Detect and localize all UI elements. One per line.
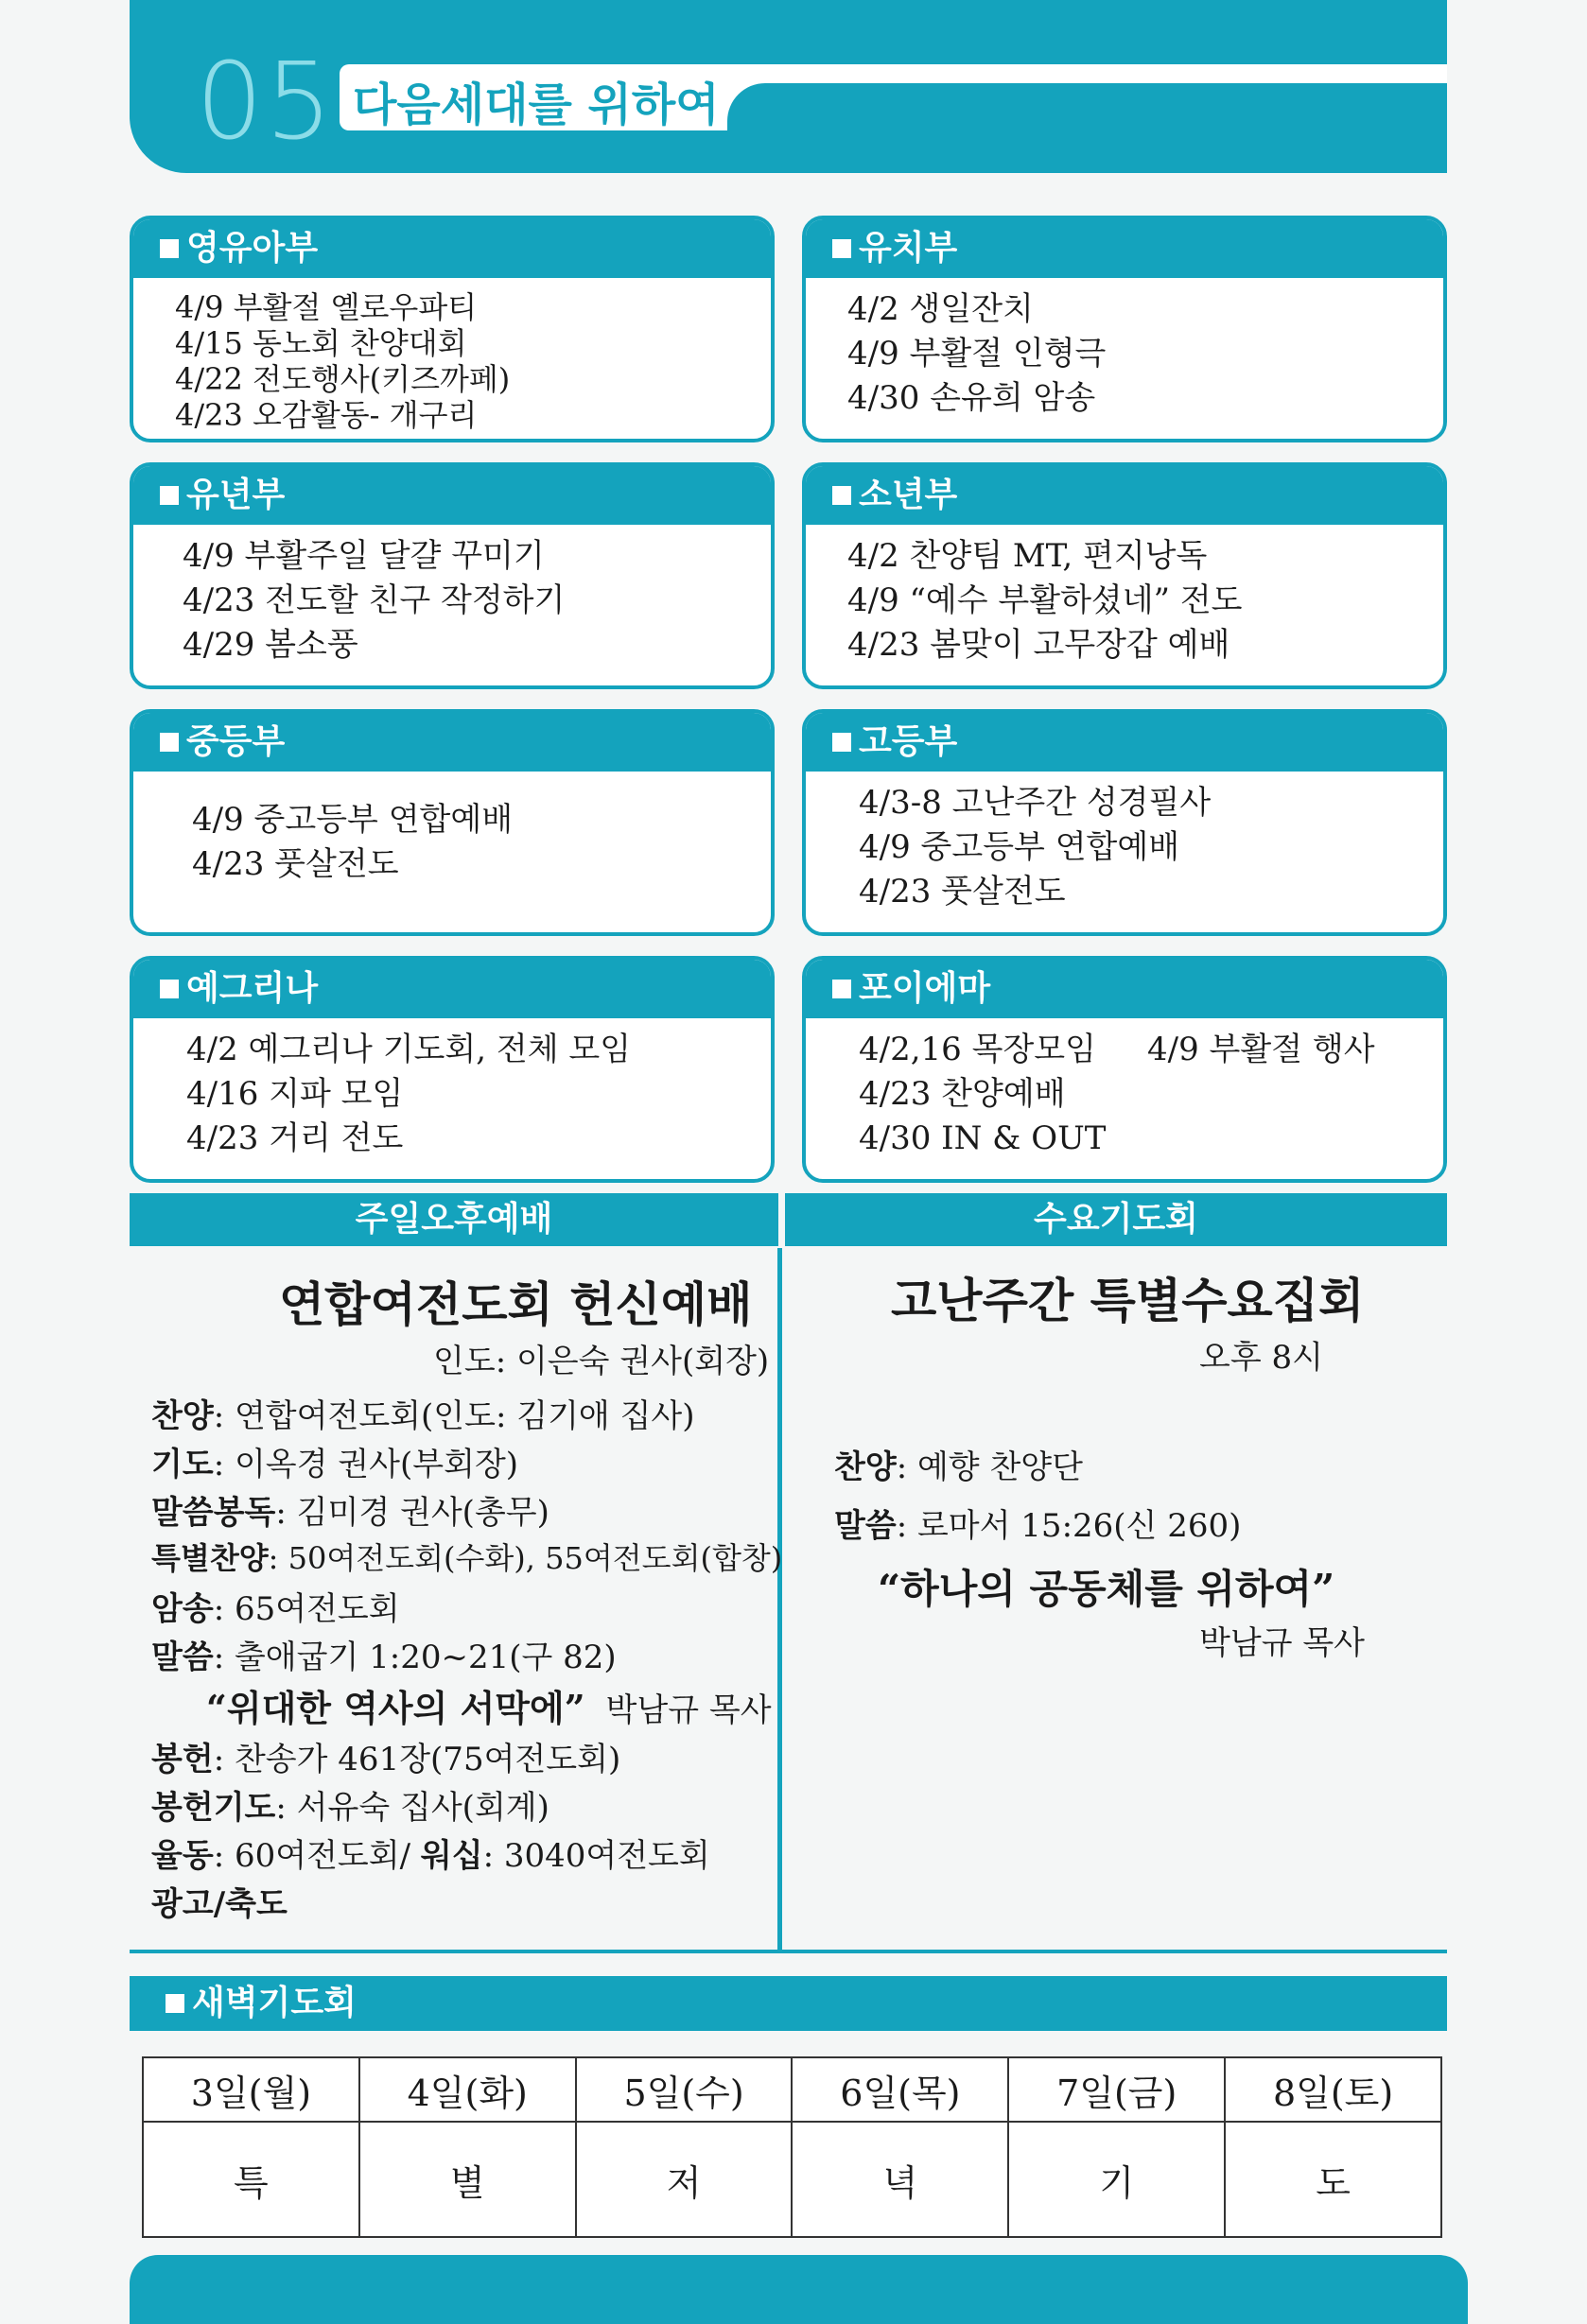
table-header-cell: 5일(수) (576, 2057, 793, 2122)
list-item: 4/30 손유희 암송 (847, 379, 1096, 417)
square-bullet-icon (160, 733, 179, 752)
dept-card-header: 소년부 (806, 466, 1443, 525)
section-title: 다음세대를 위하여 (353, 78, 720, 131)
square-bullet-icon (832, 733, 851, 752)
list-item: 4/9 부활주일 달걀 꾸미기 (183, 537, 545, 575)
table-header-cell: 4일(화) (359, 2057, 576, 2122)
dept-card-kindergarten (802, 216, 1447, 442)
sermon-line (206, 1679, 772, 1731)
list-item: 4/23 봄맞이 고무장갑 예배 (847, 626, 1230, 664)
list-item: 4/9 중고등부 연합예배 (192, 801, 514, 839)
sermon-preacher: 박남규 목사 (1199, 1624, 1366, 1662)
table-cell: 기 (1008, 2122, 1225, 2237)
dept-card-middle-school (130, 709, 775, 936)
page-header (130, 0, 1447, 173)
list-item: 4/2 찬양팀 MT, 편지낭독 (847, 537, 1208, 575)
list-item: 4/23 풋살전도 (859, 873, 1066, 911)
sunday-service-bar: 주일오후예배 (130, 1193, 778, 1246)
sermon-title: “하나의 공동체를 위하여” (878, 1566, 1335, 1612)
square-bullet-icon (160, 486, 179, 505)
dept-card-elementary-low (130, 462, 775, 689)
list-item: 4/23 거리 전도 (186, 1119, 404, 1157)
wednesday-service-title: 고난주간 특별수요집회 (891, 1273, 1365, 1328)
list-item: 4/3-8 고난주간 성경필사 (859, 784, 1212, 822)
list-item: 4/9 부활절 인형극 (847, 335, 1107, 373)
list-item: 4/16 지파 모임 (186, 1075, 404, 1113)
program-line: 봉헌: 찬송가 461장(75여전도회) (151, 1741, 621, 1778)
dept-card-header: 유년부 (133, 466, 771, 525)
list-item: 4/30 IN & OUT (859, 1119, 1107, 1157)
section-title-box (340, 64, 1447, 130)
sunday-leader: 인도: 이은숙 권사(회장) (433, 1343, 770, 1380)
program-line: 광고/축도 (151, 1885, 288, 1923)
program-line: 기도: 이옥경 권사(부회장) (151, 1446, 519, 1483)
square-bullet-icon (832, 980, 851, 998)
table-header-cell: 8일(토) (1225, 2057, 1441, 2122)
header-decoration (727, 83, 1447, 130)
column-divider (777, 1248, 782, 1952)
list-item: 4/29 봄소풍 (183, 626, 358, 664)
program-line: 찬양: 연합여전도회(인도: 김기애 집사) (151, 1397, 695, 1435)
dawn-prayer-bar: 새벽기도회 (130, 1976, 1447, 2031)
dept-card-elementary-high (802, 462, 1447, 689)
table-header-cell: 3일(월) (143, 2057, 359, 2122)
table-cell: 녁 (792, 2122, 1008, 2237)
table-cell: 도 (1225, 2122, 1441, 2237)
list-item: 4/15 동노회 찬양대회 (175, 325, 467, 361)
square-bullet-icon (160, 980, 179, 998)
wednesday-service-bar: 수요기도회 (785, 1193, 1447, 1246)
sunday-service-title: 연합여전도회 헌신예배 (279, 1276, 753, 1332)
program-line: 암송: 65여전도회 (151, 1590, 400, 1628)
program-line: 특별찬양: 50여전도회(수화), 55여전도회(합창) (151, 1540, 783, 1576)
list-item: 4/9 “예수 부활하셨네” 전도 (847, 581, 1243, 619)
program-line: 말씀봉독: 김미경 권사(총무) (151, 1494, 549, 1532)
section-number: 05 (196, 41, 335, 164)
list-item: 4/23 전도할 친구 작정하기 (183, 581, 566, 619)
wednesday-time: 오후 8시 (1199, 1339, 1323, 1377)
table-header-cell: 6일(목) (792, 2057, 1008, 2122)
list-item: 4/23 오감활동- 개구리 (175, 397, 478, 433)
square-bullet-icon (832, 239, 851, 258)
list-item: 4/2 예그리나 기도회, 전체 모임 (186, 1031, 632, 1068)
dept-card-young-adults (130, 956, 775, 1183)
list-item: 4/2 생일잔치 (847, 290, 1034, 328)
table-cell: 저 (576, 2122, 793, 2237)
sermon-title: “위대한 역사의 서막에” (206, 1687, 585, 1729)
program-line: 찬양: 예향 찬양단 (834, 1448, 1083, 1486)
dept-card-poiema (802, 956, 1447, 1183)
dept-card-header: 유치부 (806, 219, 1443, 278)
list-item: 4/9 부활절 옐로우파티 (175, 289, 478, 325)
dept-card-header: 중등부 (133, 713, 771, 772)
page-footer-bar (130, 2255, 1468, 2324)
list-item: 4/22 전도행사(키즈까페) (175, 361, 511, 397)
list-item: 4/9 중고등부 연합예배 (859, 828, 1180, 866)
list-item: 4/2,16 목장모임 4/9 부활절 행사 (859, 1031, 1375, 1068)
square-bullet-icon (160, 239, 179, 258)
dept-card-high-school (802, 709, 1447, 936)
dept-card-header: 고등부 (806, 713, 1443, 772)
dept-card-header: 포이에마 (806, 960, 1443, 1018)
dept-card-header: 예그리나 (133, 960, 771, 1018)
program-line: 말씀: 출애굽기 1:20~21(구 82) (151, 1639, 617, 1676)
table-cell: 특 (143, 2122, 359, 2237)
program-line: 봉헌기도: 서유숙 집사(회계) (151, 1789, 549, 1827)
dawn-prayer-table (142, 2056, 1442, 2238)
dept-card-infant (130, 216, 775, 442)
table-header-cell: 7일(금) (1008, 2057, 1225, 2122)
program-line: 말씀: 로마서 15:26(신 260) (834, 1507, 1242, 1545)
square-bullet-icon (166, 1994, 184, 2013)
program-line: 율동: 60여전도회/ 워십: 3040여전도회 (151, 1837, 710, 1875)
section-divider (130, 1950, 1447, 1953)
list-item: 4/23 풋살전도 (192, 845, 399, 883)
sermon-preacher: 박남규 목사 (605, 1691, 772, 1729)
dept-card-header: 영유아부 (133, 219, 771, 278)
list-item: 4/23 찬양예배 (859, 1075, 1066, 1113)
table-cell: 별 (359, 2122, 576, 2237)
square-bullet-icon (832, 486, 851, 505)
